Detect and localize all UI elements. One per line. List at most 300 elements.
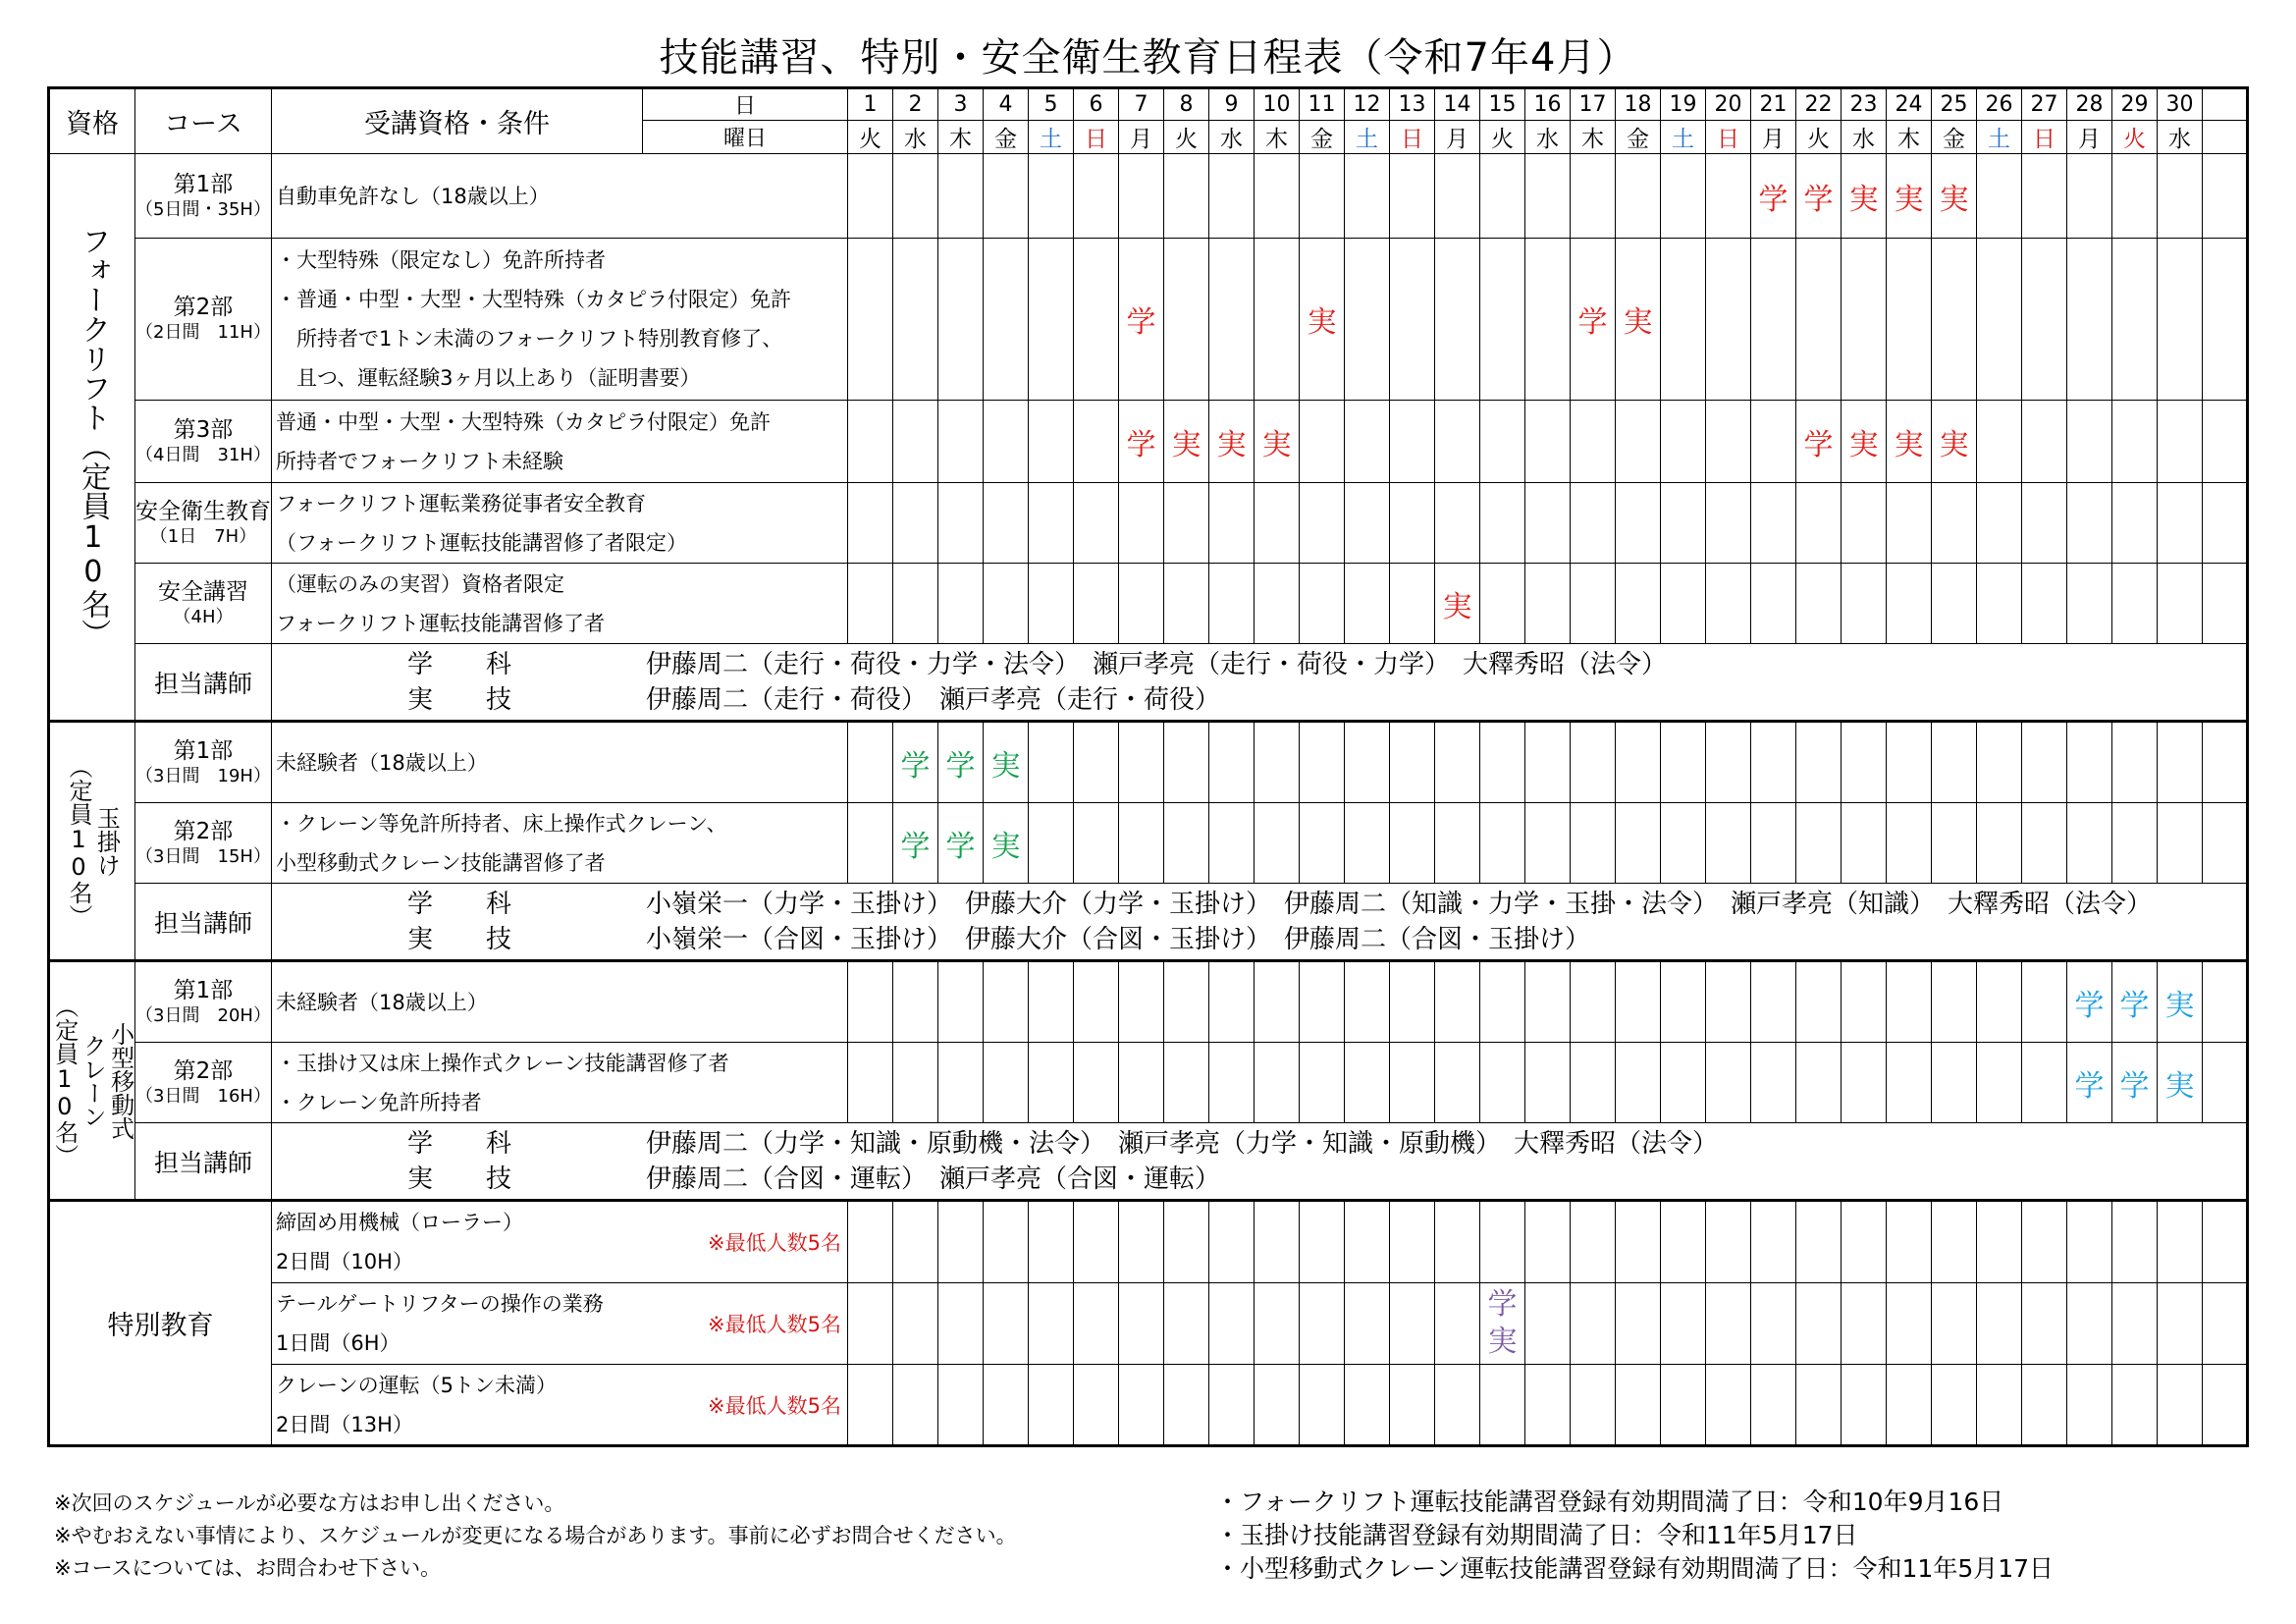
day-cell — [1480, 239, 1525, 401]
day-number: 29 — [2112, 88, 2158, 121]
course-conditions — [272, 564, 848, 644]
special-course — [272, 1365, 848, 1446]
course-name: 安全衛生教育 — [135, 498, 271, 524]
day-cell — [1074, 961, 1119, 1043]
day-cell — [1435, 1365, 1480, 1446]
day-cell — [1209, 239, 1255, 401]
day-cell — [1119, 483, 1164, 564]
empty-cell — [2203, 961, 2248, 1043]
special-course-name: テールゲートリフターの操作の業務 — [276, 1292, 604, 1316]
day-cell — [2067, 401, 2112, 483]
day-cell — [2112, 401, 2158, 483]
section-label-tamakake — [49, 722, 135, 961]
day-cell — [1255, 401, 1300, 483]
schedule-mark: 学 — [1803, 427, 1834, 462]
day-cell — [1887, 401, 1932, 483]
special-course-name: クレーンの運転（5トン未満） — [276, 1373, 557, 1397]
day-cell — [1435, 1283, 1480, 1365]
day-number: 5 — [1029, 88, 1074, 121]
tamakake-label-name: 玉掛け — [92, 805, 121, 877]
course-row — [49, 564, 2248, 644]
day-cell — [1706, 1283, 1751, 1365]
header-conditions: 受講資格・条件 — [272, 88, 643, 154]
day-cell — [1525, 803, 1571, 884]
day-cell — [1571, 722, 1616, 803]
day-cell — [1480, 1365, 1525, 1446]
day-cell — [1119, 1201, 1164, 1283]
course-part — [135, 239, 272, 401]
day-cell — [1887, 1283, 1932, 1365]
day-cell — [1932, 803, 1977, 884]
course-part — [135, 961, 272, 1043]
day-cell — [1164, 1201, 1209, 1283]
schedule-mark: 実 — [1442, 589, 1472, 624]
crane-label-type: 小型移動式 — [106, 1021, 134, 1140]
day-cell — [938, 483, 984, 564]
day-cell — [2022, 564, 2067, 644]
day-cell — [1300, 1043, 1345, 1123]
course-conditions — [272, 483, 848, 564]
weekday-cell: 木 — [1887, 121, 1932, 154]
day-cell — [2022, 1201, 2067, 1283]
day-cell — [1977, 154, 2022, 239]
day-number: 27 — [2022, 88, 2067, 121]
day-cell — [893, 961, 938, 1043]
day-cell — [2067, 1283, 2112, 1365]
empty-cell — [2203, 154, 2248, 239]
day-cell — [2022, 154, 2067, 239]
lecture-kind: 学 科 — [407, 889, 526, 919]
lecture-teachers: 小嶺栄一（力学・玉掛け） 伊藤大介（力学・玉掛け） 伊藤周二（知識・力学・玉掛・法令） 瀬戸孝亮（知識） 大釋秀昭（法令） — [646, 889, 2153, 919]
weekday-cell: 木 — [1571, 121, 1616, 154]
day-cell — [2067, 1365, 2112, 1446]
day-cell — [1887, 483, 1932, 564]
day-cell — [1796, 722, 1842, 803]
day-cell — [1751, 1283, 1796, 1365]
day-number: 16 — [1525, 88, 1571, 121]
course-hours: （4H） — [173, 606, 234, 627]
day-cell — [2022, 722, 2067, 803]
day-cell — [1571, 803, 1616, 884]
day-cell — [1571, 1365, 1616, 1446]
day-cell — [984, 401, 1029, 483]
day-number: 12 — [1345, 88, 1390, 121]
day-cell — [1932, 564, 1977, 644]
forklift-label: フォークリフト（定員10名） — [76, 226, 111, 648]
day-cell — [1435, 401, 1480, 483]
day-cell — [984, 154, 1029, 239]
day-cell — [1209, 154, 1255, 239]
day-cell — [1164, 401, 1209, 483]
condition-line: 所持者でフォークリフト未経験 — [276, 449, 563, 473]
schedule-mark: 実 — [1171, 427, 1201, 462]
day-number: 9 — [1209, 88, 1255, 121]
empty-cell — [2203, 401, 2248, 483]
course-part — [135, 483, 272, 564]
day-cell — [984, 483, 1029, 564]
special-course — [272, 1201, 848, 1283]
day-cell — [2112, 1043, 2158, 1123]
day-cell — [1164, 564, 1209, 644]
schedule-mark: 学 — [1577, 305, 1608, 340]
day-cell — [2067, 803, 2112, 884]
day-cell — [848, 1201, 893, 1283]
schedule-mark: 学 — [2074, 1068, 2105, 1104]
day-cell — [2158, 1365, 2203, 1446]
day-cell — [1209, 1201, 1255, 1283]
day-cell — [1977, 1201, 2022, 1283]
schedule-table — [47, 86, 2249, 1447]
schedule-mark: 学 — [1758, 182, 1789, 217]
day-cell — [1751, 239, 1796, 401]
empty-cell — [2203, 722, 2248, 803]
practice-teachers: 小嶺栄一（合図・玉掛け） 伊藤大介（合図・玉掛け） 伊藤周二（合図・玉掛け） — [646, 924, 1591, 954]
day-cell — [1706, 401, 1751, 483]
day-cell — [1977, 239, 2022, 401]
day-cell — [1345, 1201, 1390, 1283]
day-cell — [1751, 803, 1796, 884]
day-cell — [1119, 154, 1164, 239]
course-row — [49, 722, 2248, 803]
day-cell — [1435, 154, 1480, 239]
day-cell — [1932, 722, 1977, 803]
day-number: 13 — [1390, 88, 1435, 121]
day-cell — [1706, 803, 1751, 884]
day-cell — [1074, 1043, 1119, 1123]
day-cell — [1074, 1201, 1119, 1283]
day-cell — [2158, 1201, 2203, 1283]
day-cell — [938, 1043, 984, 1123]
day-cell — [2158, 154, 2203, 239]
day-cell — [2067, 154, 2112, 239]
schedule-mark: 学 — [900, 829, 931, 864]
special-row — [49, 1201, 2248, 1283]
course-row — [49, 483, 2248, 564]
day-cell — [1525, 239, 1571, 401]
practice-line — [272, 1162, 2246, 1197]
day-cell — [984, 803, 1029, 884]
course-name: 第2部 — [173, 295, 234, 321]
course-name: 安全講習 — [158, 578, 248, 605]
tamakake-label — [50, 755, 134, 928]
day-cell — [1796, 1201, 1842, 1283]
day-cell — [1300, 401, 1345, 483]
course-row — [49, 803, 2248, 884]
day-cell — [1571, 1283, 1616, 1365]
weekday-cell: 火 — [848, 121, 893, 154]
day-number: 11 — [1300, 88, 1345, 121]
day-cell — [1661, 401, 1706, 483]
practice-line — [272, 922, 2246, 957]
day-cell — [1390, 1283, 1435, 1365]
day-cell — [1525, 564, 1571, 644]
course-part — [135, 722, 272, 803]
schedule-mark: 学 — [2074, 988, 2105, 1023]
course-hours: （1日 7H） — [149, 525, 257, 547]
day-cell — [1616, 401, 1661, 483]
day-cell — [1480, 1043, 1525, 1123]
day-cell — [1887, 239, 1932, 401]
day-cell — [1074, 154, 1119, 239]
day-number: 3 — [938, 88, 984, 121]
schedule-mark: 学実 — [1487, 1287, 1518, 1359]
day-cell — [1887, 1201, 1932, 1283]
day-cell — [1796, 564, 1842, 644]
day-cell — [1164, 1283, 1209, 1365]
weekday-cell: 金 — [984, 121, 1029, 154]
day-cell — [1164, 722, 1209, 803]
empty-cell — [2203, 1201, 2248, 1283]
day-number: 17 — [1571, 88, 1616, 121]
day-cell — [1435, 1201, 1480, 1283]
tamakake-label-capacity: （定員10名） — [65, 754, 92, 928]
day-cell — [938, 1365, 984, 1446]
day-cell — [1164, 483, 1209, 564]
lecture-line — [272, 647, 2246, 682]
weekday-cell: 水 — [1842, 121, 1887, 154]
weekday-cell: 火 — [1164, 121, 1209, 154]
header-weekday: 曜日 — [643, 121, 848, 154]
condition-line: ・クレーン免許所持者 — [276, 1090, 482, 1114]
day-cell — [1029, 722, 1074, 803]
schedule-mark: 学 — [1126, 427, 1156, 462]
day-cell — [1029, 1365, 1074, 1446]
course-hours: （3日間 15H） — [135, 845, 271, 867]
day-cell — [1796, 1043, 1842, 1123]
day-cell — [1345, 722, 1390, 803]
special-course-duration: 1日間（6H） — [276, 1331, 400, 1355]
day-cell — [1616, 564, 1661, 644]
day-cell — [938, 154, 984, 239]
course-part — [135, 803, 272, 884]
empty-cell — [2203, 239, 2248, 401]
day-number: 7 — [1119, 88, 1164, 121]
day-cell — [1164, 1043, 1209, 1123]
teacher-list — [272, 1123, 2248, 1201]
day-cell — [1842, 483, 1887, 564]
day-number: 4 — [984, 88, 1029, 121]
day-cell — [848, 401, 893, 483]
day-cell — [1119, 564, 1164, 644]
special-course-name: 締固め用機械（ローラー） — [276, 1211, 523, 1234]
course-conditions — [272, 803, 848, 884]
header-course: コース — [135, 88, 272, 154]
schedule-mark: 実 — [990, 829, 1021, 864]
day-cell — [2022, 961, 2067, 1043]
schedule-mark: 学 — [2119, 988, 2150, 1023]
day-cell — [1932, 1043, 1977, 1123]
day-cell — [938, 961, 984, 1043]
schedule-mark: 学 — [945, 748, 976, 784]
day-cell — [1390, 722, 1435, 803]
day-cell — [1796, 483, 1842, 564]
day-cell — [2112, 483, 2158, 564]
weekday-cell: 月 — [1751, 121, 1796, 154]
course-hours: （3日間 19H） — [135, 765, 271, 786]
day-cell — [1119, 239, 1164, 401]
day-cell — [1706, 961, 1751, 1043]
day-cell — [2067, 961, 2112, 1043]
day-cell — [1525, 722, 1571, 803]
day-cell — [1977, 961, 2022, 1043]
day-cell — [1255, 1283, 1300, 1365]
day-cell — [1525, 483, 1571, 564]
schedule-mark: 実 — [1939, 427, 1969, 462]
day-cell — [2112, 1201, 2158, 1283]
day-number: 24 — [1887, 88, 1932, 121]
day-cell — [2158, 1043, 2203, 1123]
day-cell — [1796, 239, 1842, 401]
day-cell — [1300, 1201, 1345, 1283]
registration-note: ・フォークリフト運転技能講習登録有効期間満了日：令和10年9月16日 — [1215, 1488, 2004, 1516]
course-hours: （3日間 20H） — [135, 1004, 271, 1026]
day-cell — [893, 1365, 938, 1446]
day-cell — [1932, 401, 1977, 483]
condition-line: 普通・中型・大型・大型特殊（カタピラ付限定）免許 — [276, 409, 771, 434]
day-cell — [1616, 1283, 1661, 1365]
condition-line: ・玉掛け又は床上操作式クレーン技能講習修了者 — [276, 1051, 729, 1075]
schedule-mark: 実 — [2164, 1068, 2195, 1104]
schedule-mark: 学 — [1126, 305, 1156, 340]
special-course — [272, 1283, 848, 1365]
empty-cell — [2203, 88, 2248, 121]
day-cell — [1661, 722, 1706, 803]
day-cell — [1209, 401, 1255, 483]
empty-cell — [2203, 483, 2248, 564]
day-cell — [893, 483, 938, 564]
day-cell — [2112, 564, 2158, 644]
day-cell — [1842, 564, 1887, 644]
condition-line: 所持者で1トン未満のフォークリフト特別教育修了、 — [276, 327, 783, 351]
day-cell — [1029, 401, 1074, 483]
day-cell — [2022, 401, 2067, 483]
special-row — [49, 1283, 2248, 1365]
day-cell — [1751, 154, 1796, 239]
weekday-cell: 月 — [2067, 121, 2112, 154]
crane-label-capacity: （定員10名） — [50, 994, 79, 1167]
day-cell — [1345, 239, 1390, 401]
weekday-cell: 火 — [1480, 121, 1525, 154]
course-row — [49, 1043, 2248, 1123]
day-number: 15 — [1480, 88, 1525, 121]
day-cell — [2158, 722, 2203, 803]
day-cell — [1842, 1283, 1887, 1365]
header-row-days — [49, 88, 2248, 121]
day-cell — [1616, 803, 1661, 884]
day-cell — [848, 803, 893, 884]
day-cell — [1435, 961, 1480, 1043]
course-name: 第1部 — [173, 737, 234, 764]
day-cell — [1255, 154, 1300, 239]
schedule-mark: 実 — [1894, 427, 1924, 462]
day-cell — [1029, 564, 1074, 644]
day-cell — [1390, 239, 1435, 401]
day-number: 18 — [1616, 88, 1661, 121]
weekday-cell: 水 — [1525, 121, 1571, 154]
day-cell — [2112, 239, 2158, 401]
day-cell — [1345, 483, 1390, 564]
course-conditions — [272, 401, 848, 483]
day-cell — [1887, 1365, 1932, 1446]
weekday-cell: 月 — [1435, 121, 1480, 154]
day-cell — [1842, 401, 1887, 483]
lecture-teachers: 伊藤周二（走行・荷役・力学・法令） 瀬戸孝亮（走行・荷役・力学） 大釋秀昭（法令） — [646, 649, 1668, 679]
condition-line: ・クレーン等免許所持者、床上操作式クレーン、 — [276, 811, 727, 836]
day-cell — [1661, 803, 1706, 884]
day-cell — [1255, 1365, 1300, 1446]
day-cell — [1525, 961, 1571, 1043]
day-cell — [1345, 1365, 1390, 1446]
day-cell — [1345, 1283, 1390, 1365]
day-cell — [1571, 239, 1616, 401]
day-number: 30 — [2158, 88, 2203, 121]
day-cell — [1571, 401, 1616, 483]
day-cell — [1390, 401, 1435, 483]
day-cell — [1480, 1201, 1525, 1283]
day-cell — [1074, 564, 1119, 644]
day-cell — [848, 1043, 893, 1123]
teacher-row — [49, 1123, 2248, 1201]
day-cell — [1390, 803, 1435, 884]
day-cell — [1842, 1365, 1887, 1446]
weekday-cell: 日 — [1706, 121, 1751, 154]
course-hours: （4日間 31H） — [135, 444, 271, 465]
day-cell — [1977, 401, 2022, 483]
day-cell — [1616, 1043, 1661, 1123]
empty-cell — [2203, 803, 2248, 884]
day-cell — [938, 239, 984, 401]
day-cell — [848, 483, 893, 564]
condition-line: 自動車免許なし（18歳以上） — [276, 184, 550, 208]
day-cell — [984, 1365, 1029, 1446]
day-number: 21 — [1751, 88, 1796, 121]
day-cell — [1842, 1201, 1887, 1283]
day-cell — [1300, 722, 1345, 803]
day-cell — [2112, 1283, 2158, 1365]
day-cell — [2112, 154, 2158, 239]
day-cell — [1842, 803, 1887, 884]
day-cell — [1390, 1365, 1435, 1446]
day-cell — [984, 1283, 1029, 1365]
course-part — [135, 564, 272, 644]
day-cell — [1209, 803, 1255, 884]
schedule-mark: 学 — [2119, 1068, 2150, 1104]
schedule-mark: 実 — [1216, 427, 1247, 462]
day-cell — [1887, 803, 1932, 884]
day-cell — [848, 1365, 893, 1446]
lecture-teachers: 伊藤周二（力学・知識・原動機・法令） 瀬戸孝亮（力学・知識・原動機） 大釋秀昭（法令） — [646, 1128, 1719, 1159]
day-cell — [1029, 961, 1074, 1043]
course-row — [49, 961, 2248, 1043]
day-cell — [1390, 483, 1435, 564]
condition-line: 且つ、運転経験3ヶ月以上あり（証明書要） — [276, 366, 701, 390]
day-cell — [1029, 239, 1074, 401]
day-cell — [1480, 1283, 1525, 1365]
day-cell — [2067, 483, 2112, 564]
day-cell — [1074, 1283, 1119, 1365]
day-cell — [2067, 1043, 2112, 1123]
day-cell — [1571, 1043, 1616, 1123]
day-cell — [938, 1201, 984, 1283]
day-cell — [1932, 154, 1977, 239]
registration-note: ・小型移動式クレーン運転技能講習登録有効期間満了日：令和11年5月17日 — [1215, 1554, 2055, 1583]
day-cell — [1480, 401, 1525, 483]
day-number: 19 — [1661, 88, 1706, 121]
weekday-cell: 水 — [893, 121, 938, 154]
teacher-list — [272, 644, 2248, 722]
day-cell — [1571, 483, 1616, 564]
day-cell — [848, 564, 893, 644]
